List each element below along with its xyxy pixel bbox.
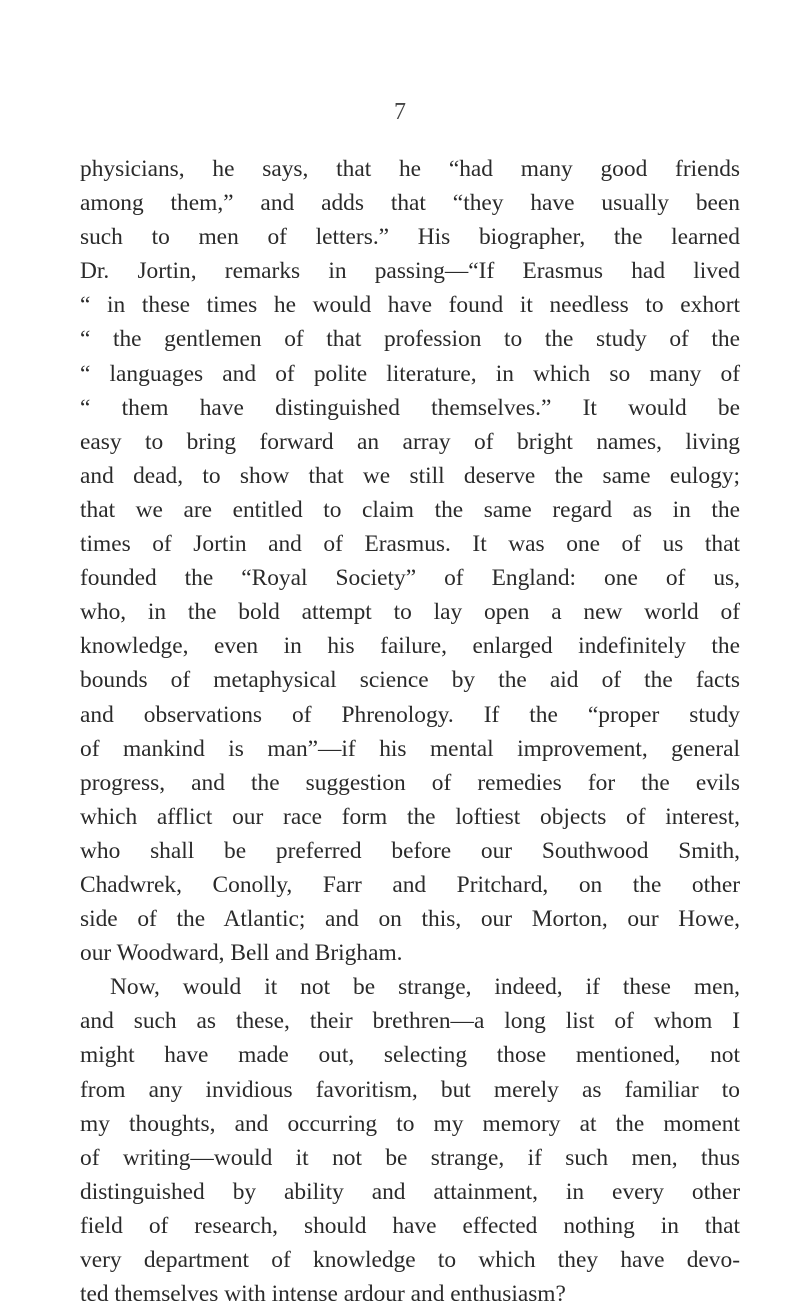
text-line: our Woodward, Bell and Brigham. bbox=[80, 940, 403, 967]
text-line: side of the Atlantic; and on this, our Morton, our Howe, bbox=[80, 906, 740, 933]
text-line: physicians, he says, that he “had many good friends bbox=[80, 156, 740, 182]
text-line: bounds of metaphysical science by the aid of the facts bbox=[80, 667, 740, 694]
text-line: which afflict our race form the loftiest objects of interest, bbox=[80, 803, 740, 830]
text-line: who, in the bold attempt to lay open a new world of bbox=[80, 599, 740, 626]
paragraph bbox=[80, 152, 740, 970]
text-line: knowledge, even in his failure, enlarged indefinitely the bbox=[80, 633, 740, 660]
paragraph bbox=[80, 970, 740, 1311]
text-line: times of Jortin and of Erasmus. It was one of us that bbox=[80, 531, 740, 558]
text-line: such to men of letters.” His biographer, the learned bbox=[80, 224, 740, 251]
text-line: that we are entitled to claim the same regard as in the bbox=[80, 496, 740, 523]
text-line: of writing—would it not be strange, if such men, thus bbox=[80, 1144, 740, 1171]
text-line: field of research, should have effected nothing in that bbox=[80, 1212, 740, 1239]
text-line: “ languages and of polite literature, in which so many of bbox=[80, 360, 740, 387]
text-line: from any invidious favoritism, but merely as familiar to bbox=[80, 1076, 740, 1103]
text-line: “ in these times he would have found it needless to exhort bbox=[80, 292, 740, 319]
text-line: might have made out, selecting those mentioned, not bbox=[80, 1042, 740, 1069]
text-line: very department of knowledge to which they have devo- bbox=[80, 1247, 740, 1273]
text-line: Chadwrek, Conolly, Farr and Pritchard, on the other bbox=[80, 871, 740, 898]
text-line: progress, and the suggestion of remedies for the evils bbox=[80, 769, 740, 796]
text-line: among them,” and adds that “they have usually been bbox=[80, 190, 740, 217]
text-line: and such as these, their brethren—a long list of whom I bbox=[80, 1008, 740, 1035]
text-line: my thoughts, and occurring to my memory at the moment bbox=[80, 1110, 740, 1137]
text-line: distinguished by ability and attainment, in every other bbox=[80, 1178, 740, 1205]
text-line: Dr. Jortin, remarks in passing—“If Erasmus had lived bbox=[80, 258, 740, 285]
text-line: and dead, to show that we still deserve the same eulogy; bbox=[80, 462, 740, 489]
text-line: easy to bring forward an array of bright names, living bbox=[80, 428, 740, 455]
text-line: and observations of Phrenology. If the “proper study bbox=[80, 701, 740, 728]
text-line: who shall be preferred before our Southwood Smith, bbox=[80, 837, 740, 864]
body-text bbox=[80, 152, 740, 1311]
text-line: founded the “Royal Society” of England: one of us, bbox=[80, 565, 740, 592]
text-line: “ them have distinguished themselves.” It would be bbox=[80, 394, 740, 421]
page-number: 7 bbox=[394, 99, 406, 125]
text-line: of mankind is man”—if his mental improvement, general bbox=[80, 735, 740, 762]
text-line: “ the gentlemen of that profession to the study of the bbox=[80, 326, 740, 353]
text-line: Now, would it not be strange, indeed, if these men, bbox=[110, 974, 740, 1001]
text-line: ted themselves with intense ardour and enthusiasm? bbox=[80, 1281, 566, 1308]
